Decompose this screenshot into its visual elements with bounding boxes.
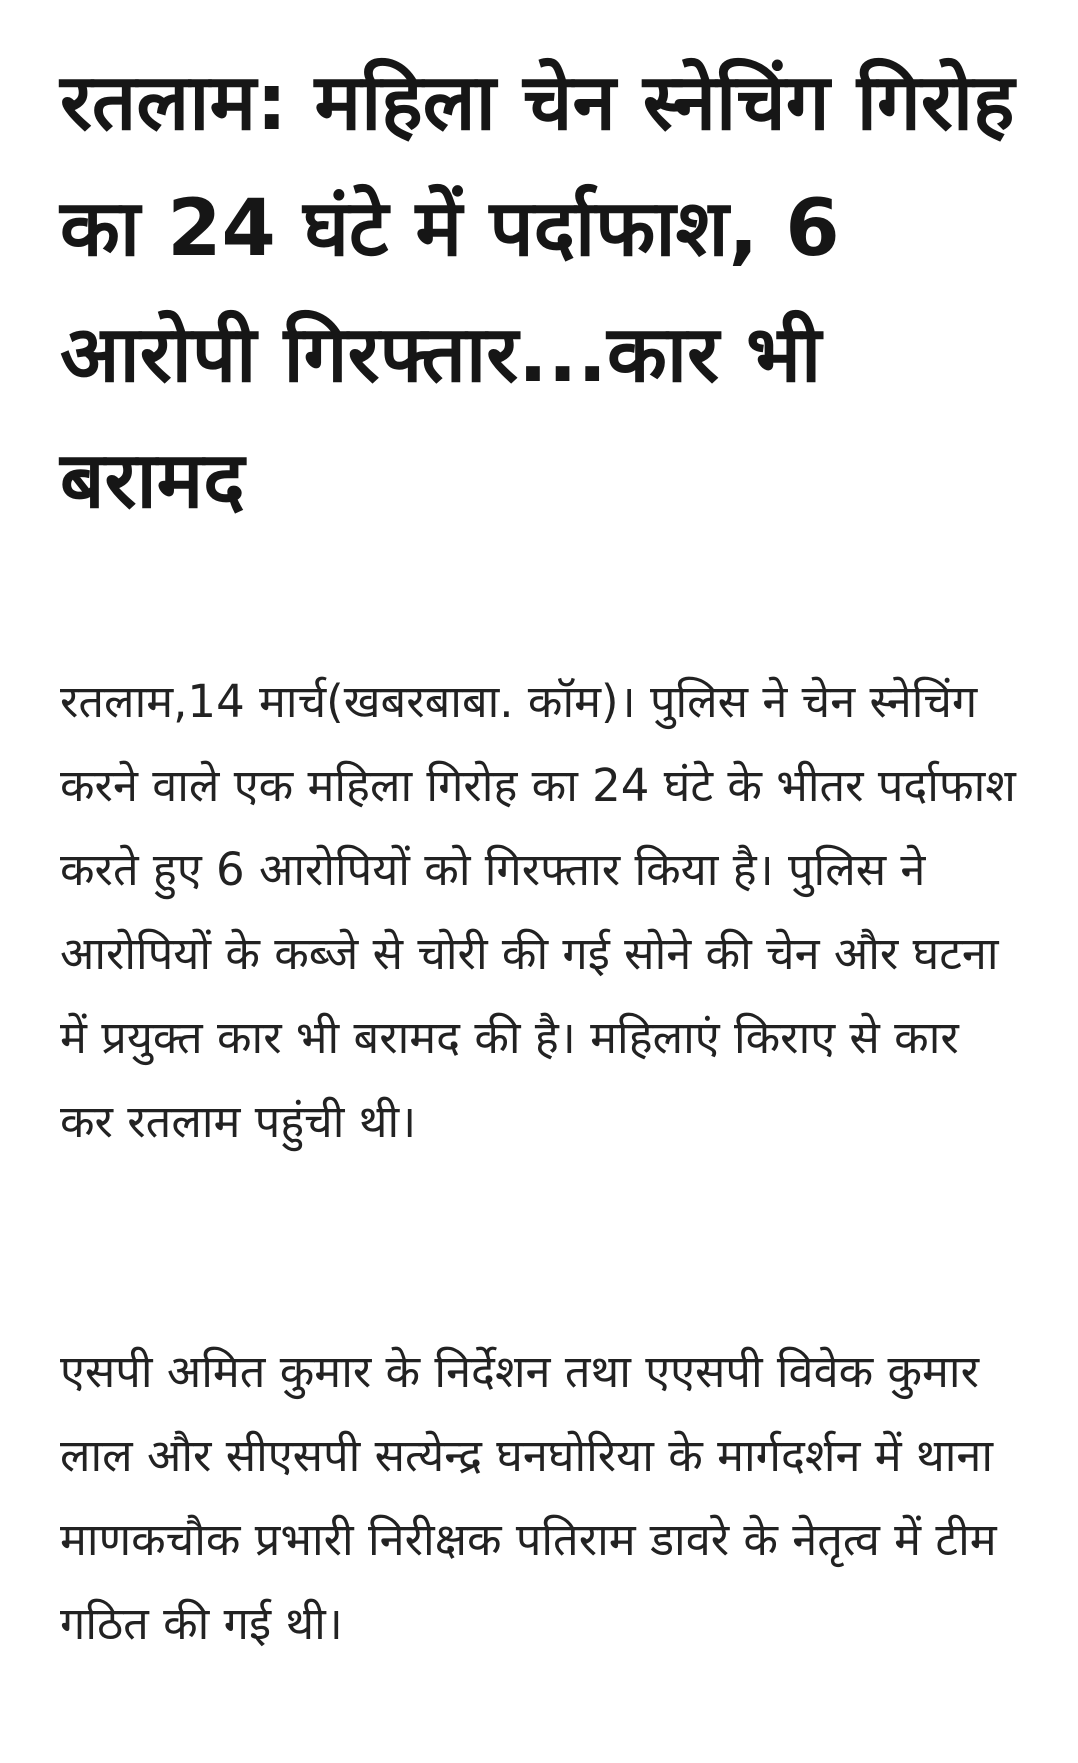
article-paragraph-2: एसपी अमित कुमार के निर्देशन तथा एएसपी विवेक कुमार लाल और सीएसपी सत्येन्द्र घनघोरिया के मार्गदर्शन में थाना माणकचौक प्रभारी निरीक्षक पतिराम डावरे के नेतृत्व में टीम गठित की गई थी। bbox=[60, 1345, 997, 1650]
news-article bbox=[60, 40, 1020, 1650]
article-headline: रतलाम: महिला चेन स्नेचिंग गिरोह का 24 घंटे में पर्दाफाश, 6 आरोपी गिरफ्तार...कार भी बरामद bbox=[60, 58, 1015, 526]
article-paragraph-1: रतलाम,14 मार्च(खबरबाबा. कॉम)। पुलिस ने चेन स्नेचिंग करने वाले एक महिला गिरोह का 24 घंटे के भीतर पर्दाफाश करते हुए 6 आरोपियों को गिरफ्तार किया है। पुलिस ने आरोपियों के कब्जे से चोरी की गई सोने की चेन और घटना में प्रयुक्त कार भी बरामद की है। महिलाएं किराए से कार कर रतलाम पहुंची थी। bbox=[60, 675, 1016, 1148]
